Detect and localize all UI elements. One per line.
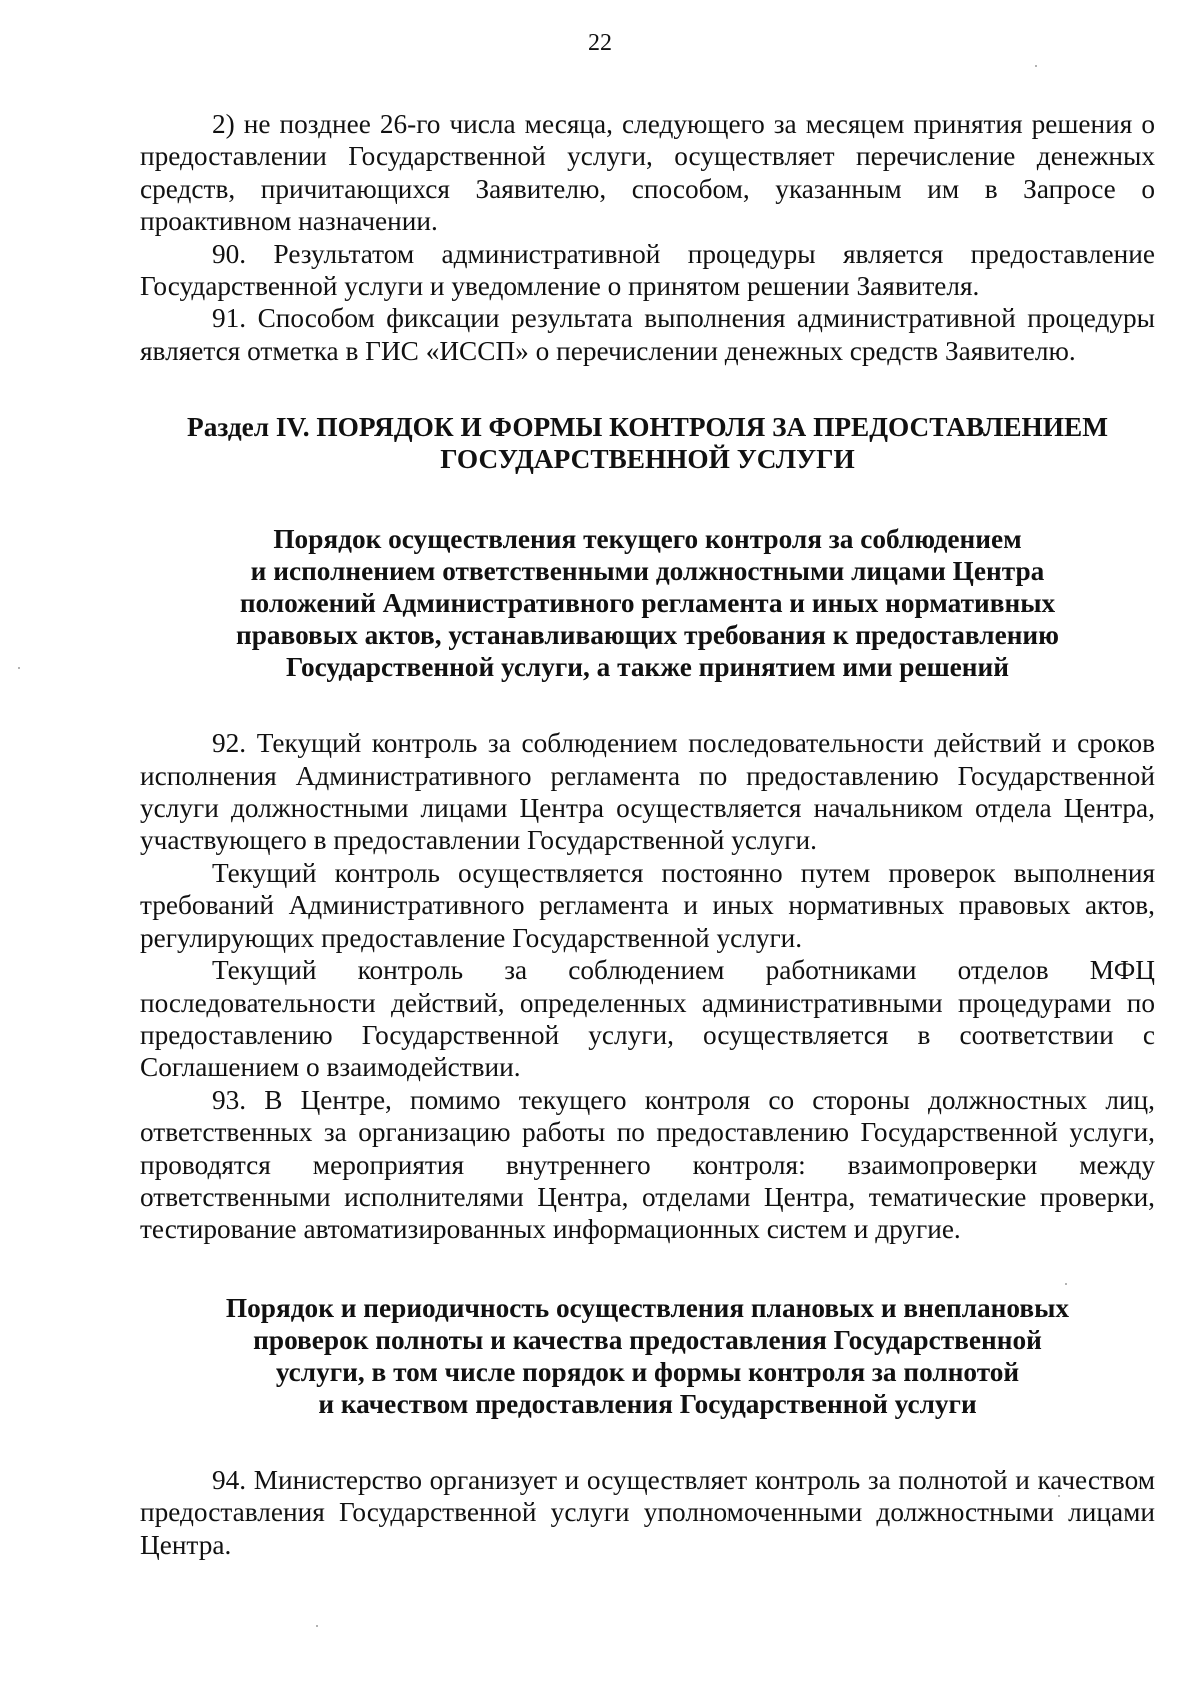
subheading-line: Государственной услуги, а также принятием ими решений — [286, 652, 1009, 683]
scan-speck — [18, 667, 20, 669]
paragraph-92-continued: Текущий контроль осуществляется постоянно путем проверок выполнения требований Административного регламента и иных нормативных правовых актов, регулирующих предоставление Государственной услуги. — [140, 857, 1155, 953]
paragraph-subitem-2: 2) не позднее 26-го числа месяца, следующего за месяцем принятия решения о предоставлении Государственной услуги, осуществляет перечисление денежных средств, причитающихся Заявителю, способом, указанным им в Запросе о проактивном назначении. — [140, 109, 1155, 237]
scan-speck — [1065, 1283, 1067, 1285]
paragraph-91: 91. Способом фиксации результата выполнения административной процедуры является отметка в ГИС «ИССП» о перечислении денежных средств Заявителю. — [140, 303, 1155, 366]
subheading-line: Порядок и периодичность осуществления плановых и внеплановых — [225, 1292, 1070, 1323]
document-body — [140, 108, 1155, 1561]
paragraph-92-mfc: Текущий контроль за соблюдением работниками отделов МФЦ последовательности действий, определенных административными процедурами по предоставлению Государственной услуги, осуществляется в соответствии с Соглашением о взаимодействии. — [140, 955, 1155, 1083]
section-heading-line: Раздел IV. ПОРЯДОК И ФОРМЫ КОНТРОЛЯ ЗА ПРЕДОСТАВЛЕНИЕМ — [187, 412, 1108, 443]
paragraph-92: 92. Текущий контроль за соблюдением последовательности действий и сроков исполнения Административного регламента по предоставлению Государственной услуги должностными лицами Центра осуществляется начальником отдела Центра, участвующего в предоставлении Государственной услуги. — [140, 728, 1155, 856]
subheading-current-control — [140, 523, 1155, 683]
scan-speck — [316, 1625, 318, 1627]
subheading-line: положений Административного регламента и иных нормативных — [239, 588, 1056, 619]
scan-speck — [1035, 65, 1037, 67]
paragraph-90: 90. Результатом административной процедуры является предоставление Государственной услуги и уведомление о принятом решении Заявителя. — [140, 238, 1155, 302]
subheading-inspections — [140, 1292, 1155, 1420]
subheading-line: проверок полноты и качества предоставления Государственной — [253, 1324, 1042, 1355]
subheading-line: Порядок осуществления текущего контроля за соблюдением — [273, 524, 1022, 555]
section-heading — [140, 411, 1155, 475]
subheading-line: правовых актов, устанавливающих требования к предоставлению — [235, 620, 1060, 651]
scan-speck — [1058, 1495, 1060, 1497]
section-heading-line: ГОСУДАРСТВЕННОЙ УСЛУГИ — [440, 444, 855, 475]
paragraph-93: 93. В Центре, помимо текущего контроля со стороны должностных лиц, ответственных за организацию работы по предоставлению Государственной услуги, проводятся мероприятия внутреннего контроля: взаимопроверки между ответственными исполнителями Центра, отделами Центра, тематические проверки, тестирование автоматизированных информационных систем и другие. — [140, 1084, 1155, 1245]
subheading-line: и качеством предоставления Государственной услуги — [318, 1388, 977, 1419]
subheading-line: и исполнением ответственными должностными лицами Центра — [250, 556, 1045, 587]
subheading-line: услуги, в том числе порядок и формы контроля за полнотой — [275, 1356, 1020, 1387]
page-number: 22 — [588, 30, 612, 56]
paragraph-94: 94. Министерство организует и осуществляет контроль за полнотой и качеством предоставления Государственной услуги уполномоченными должностными лицами Центра. — [140, 1464, 1155, 1560]
